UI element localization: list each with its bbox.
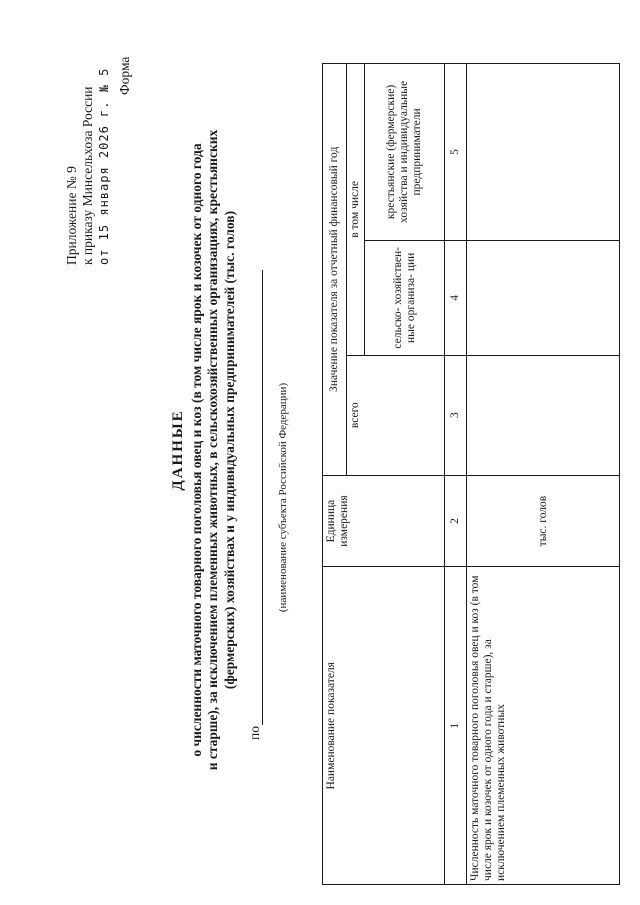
title-heading: ДАННЫЕ — [170, 409, 186, 491]
document-title — [170, 65, 238, 835]
appendix-number: Приложение № 9 — [64, 166, 79, 265]
appendix-date: от 15 января 2026 г. № 5 — [97, 67, 111, 265]
region-caption: (наименование субъекта Российской Федерации) — [277, 382, 289, 613]
column-number-4: 4 — [445, 240, 467, 355]
table-row — [467, 64, 620, 885]
column-number-1: 1 — [445, 567, 467, 885]
title-line-3: (фермерских) хозяйствах и у индивидуальных предпринимателей (тыс. голов) — [221, 210, 237, 690]
row-farms-cell[interactable] — [467, 64, 620, 241]
column-number-2: 2 — [445, 475, 467, 567]
row-agri-orgs-cell[interactable] — [467, 240, 620, 355]
row-indicator-name: Численность маточного товарного поголовья овец и коз (в том числе ярок и козочек от одного года и старше), за исключением племенных животных — [467, 567, 620, 885]
header-agri-orgs: сельско- хозяйствен- ные организа- ции — [365, 240, 445, 355]
header-including: в том числе — [347, 64, 365, 356]
header-total: всего — [347, 355, 445, 475]
title-line-2: и старше), за исключением племенных животных, в сельскохозяйственных организациях, крестьянских — [205, 129, 220, 771]
header-farms: крестьянские (фермерские) хозяйства и индивидуальные предприниматели — [365, 64, 445, 241]
region-prefix: по — [247, 726, 262, 740]
row-unit: тыс. голов — [467, 475, 620, 567]
row-total-cell[interactable] — [467, 355, 620, 475]
header-value-group: Значение показателя за отчетный финансовый год — [323, 64, 347, 476]
appendix-reference — [64, 15, 112, 265]
region-field[interactable] — [262, 270, 263, 725]
appendix-order: к приказу Минсельхоза России — [80, 86, 95, 265]
header-unit: Единица измерения — [323, 475, 445, 567]
header-indicator-name: Наименование показателя — [323, 567, 445, 885]
title-line-1: о численности маточного товарного поголовья овец и коз (в том числе ярок и козочек от одного года — [188, 143, 204, 757]
column-number-5: 5 — [445, 64, 467, 241]
form-label: Форма — [117, 56, 132, 95]
column-number-3: 3 — [445, 355, 467, 475]
indicator-table — [322, 63, 620, 885]
